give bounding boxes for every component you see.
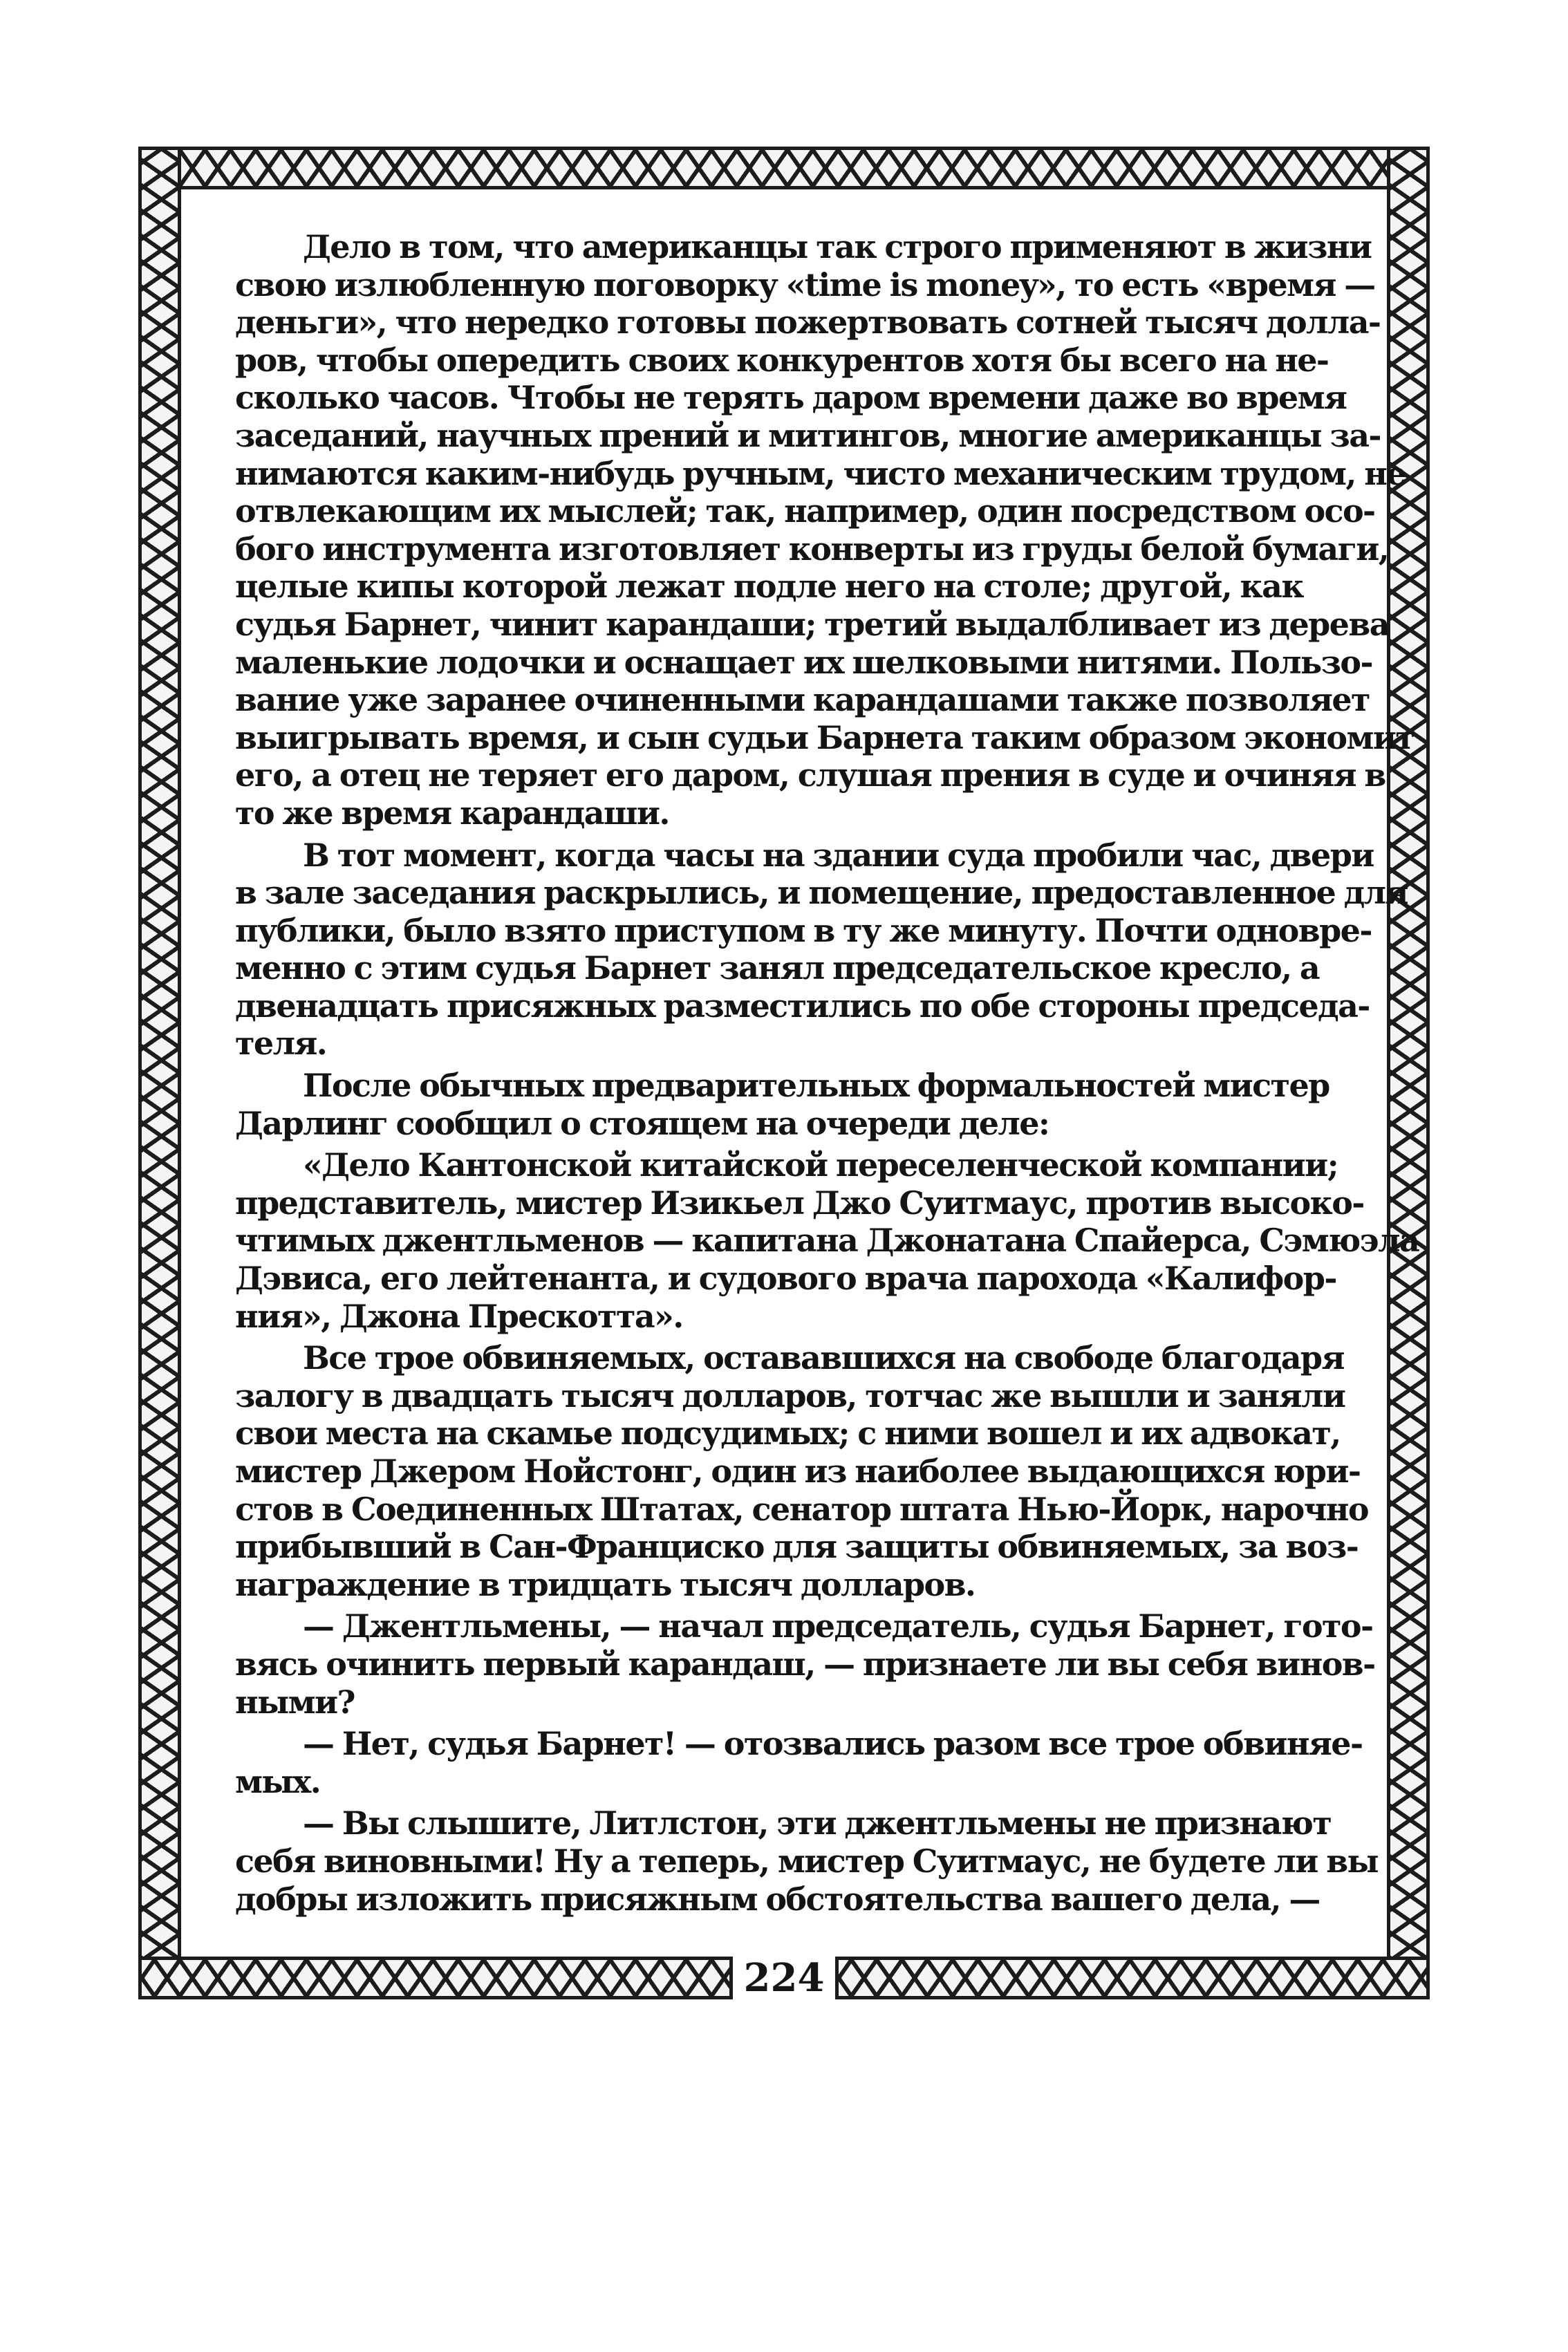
text-line: в зале заседания раскрылись, и помещение, предоставленное для (235, 874, 1408, 912)
text-line: — Вы слышите, Литлстон, эти джентльмены не признают (303, 1804, 1332, 1842)
text-line: заседаний, научных прений и митингов, многие американцы за- (235, 416, 1381, 454)
text-line: свои места на скамье подсудимых; с ними вошел и их адвокат, (235, 1415, 1341, 1453)
frame-border-bottom-left (138, 1957, 733, 1999)
text-line: добры изложить присяжным обстоятельства вашего дела, — (235, 1880, 1320, 1918)
text-line: деньги», что нередко готовы пожертвовать сотней тысяч долла- (235, 304, 1381, 342)
text-line: После обычных предварительных формальностей мистер (303, 1067, 1329, 1105)
text-line: маленькие лодочки и оснащает их шелковыми нитями. Пользо- (235, 643, 1372, 681)
text-line: сколько часов. Чтобы не терять даром времени даже во время (235, 379, 1347, 417)
text-line: целые кипы которой лежат подле него на столе; другой, как (235, 568, 1304, 606)
text-line: — Джентльмены, — начал председатель, судья Барнет, гото- (303, 1607, 1373, 1645)
text-line: чтимых джентльменов — капитана Джонатана Спайерса, Сэмюэла (235, 1222, 1419, 1260)
text-line: Дарлинг сообщил о стоящем на очереди деле: (235, 1104, 1049, 1142)
paragraph (235, 228, 1415, 832)
frame-border-bottom-right (835, 1957, 1430, 1999)
text-line: публики, было взято приступом в ту же минуту. Почти одновре- (235, 911, 1372, 949)
text-line: «Дело Кантонской китайской переселенческой компании; (303, 1146, 1338, 1184)
paragraph (235, 1146, 1419, 1335)
page-number: 224 (733, 1952, 835, 2004)
text-line: мых. (235, 1762, 321, 1800)
text-line: выигрывать время, и сын судьи Барнета таким образом экономит (235, 718, 1415, 756)
text-line: ния», Джона Прескотта». (235, 1297, 683, 1335)
text-line: вание уже заранее очиненными карандашами также позволяет (235, 681, 1370, 719)
text-line: представитель, мистер Изикьел Джо Суитмаус, против высоко- (235, 1184, 1364, 1222)
text-line: ров, чтобы опередить своих конкурентов хотя бы всего на не- (235, 341, 1329, 379)
text-line: залогу в двадцать тысяч долларов, тотчас же вышли и заняли (235, 1376, 1345, 1415)
text-line: Все трое обвиняемых, остававшихся на свободе благодаря (303, 1339, 1344, 1377)
text-line: свою излюбленную поговорку «time is money», то есть «время — (235, 265, 1375, 304)
text-line: нимаются каким-нибудь ручным, чисто механическим трудом, не (235, 454, 1406, 492)
paragraph (235, 1804, 1410, 1918)
text-line: стов в Соединенных Штатах, сенатор штата Нью-Йорк, нарочно (235, 1490, 1368, 1528)
text-line: судья Барнет, чинит карандаши; третий выдалбливает из дерева (235, 605, 1389, 643)
frame-border-left (138, 147, 181, 1999)
text-line: отвлекающим их мыслей; так, например, один посредством осо- (235, 492, 1375, 530)
text-line: его, а отец не теряет его даром, слушая прения в суде и очиняя в (235, 756, 1385, 794)
text-line: награждение в тридцать тысяч долларов. (235, 1565, 976, 1603)
text-line: то же время карандаши. (235, 794, 669, 832)
text-line: менно с этим судья Барнет занял председательское кресло, а (235, 949, 1320, 987)
paragraph (235, 1607, 1410, 1721)
paragraph (235, 1339, 1410, 1603)
text-line: прибывший в Сан-Франциско для защиты обвиняемых, за воз- (235, 1528, 1359, 1566)
text-line: мистер Джером Нойстонг, один из наиболее выдающихся юри- (235, 1453, 1361, 1490)
text-line: — Нет, судья Барнет! — отозвались разом все трое обвиняе- (303, 1725, 1363, 1763)
text-line: двенадцать присяжных разместились по обе стороны председа- (235, 987, 1370, 1025)
paragraph (235, 1067, 1410, 1142)
text-line: теля. (235, 1025, 327, 1063)
page-text (235, 228, 1419, 1922)
text-line: себя виновными! Ну а теперь, мистер Суитмаус, не будете ли вы (235, 1842, 1379, 1880)
text-line: Дэвиса, его лейтенанта, и судового врача парохода «Калифор- (235, 1260, 1336, 1298)
text-line: Дело в том, что американцы так строго применяют в жизни (303, 228, 1372, 265)
text-line: ными? (235, 1683, 355, 1721)
text-line: бого инструмента изготовляет конверты из груды белой бумаги, (235, 530, 1389, 568)
paragraph (235, 1725, 1410, 1800)
text-line: вясь очинить первый карандаш, — признаете ли вы себя винов- (235, 1645, 1375, 1683)
text-line: В тот момент, когда часы на здании суда пробили час, двери (303, 836, 1374, 874)
frame-border-top (138, 147, 1430, 189)
paragraph (235, 837, 1410, 1063)
